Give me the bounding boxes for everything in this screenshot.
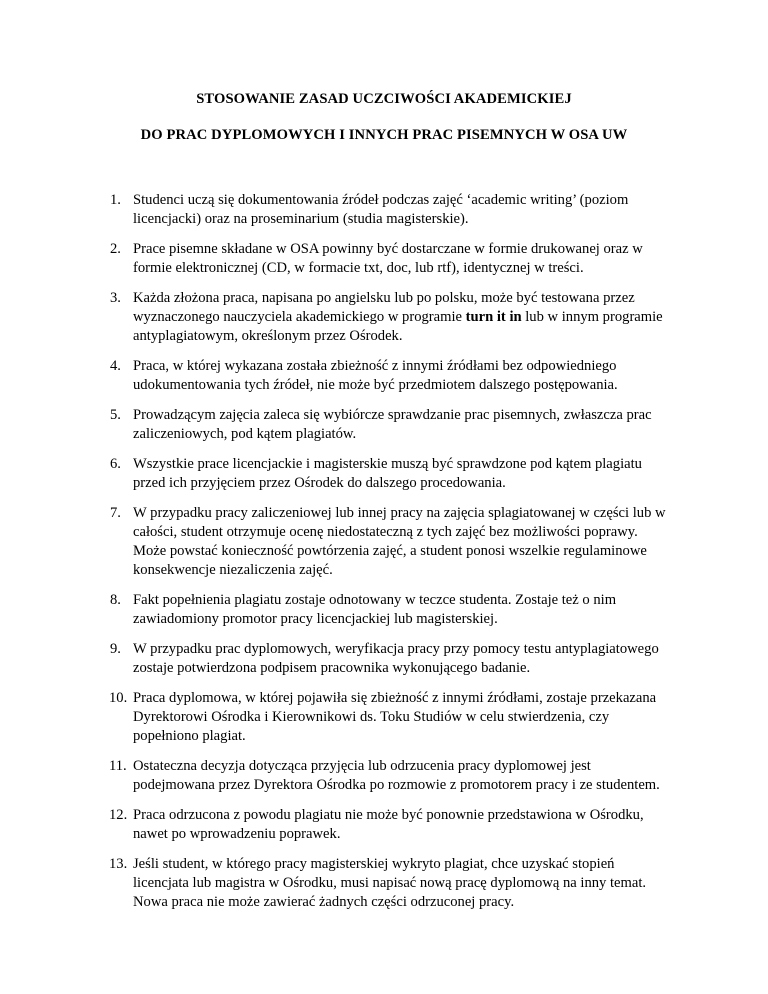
- list-item-text: Praca odrzucona z powodu plagiatu nie może być ponownie przedstawiona w Ośrodku, nawet po wprowadzeniu poprawek.: [133, 807, 644, 842]
- list-item-text: Wszystkie prace licencjackie i magisterskie muszą być sprawdzone pod kątem plagiatu przed ich przyjęciem przez Ośrodek do dalszego procedowania.: [133, 456, 642, 491]
- list-item-text: Studenci uczą się dokumentowania źródeł podczas zajęć ‘academic writing’ (poziom licencjacki) oraz na proseminarium (studia magisterskie).: [133, 192, 629, 227]
- list-item: [110, 591, 670, 629]
- list-item: [110, 504, 670, 580]
- list-item-text: W przypadku prac dyplomowych, weryfikacja pracy przy pomocy testu antyplagiatowego zostaje potwierdzona podpisem pracownika wykonującego badanie.: [133, 641, 659, 676]
- list-item-number: 13.: [109, 856, 128, 872]
- list-item-number: 10.: [109, 690, 128, 706]
- list-item-text: Praca, w której wykazana została zbieżność z innymi źródłami bez odpowiedniego udokumentowania tych źródeł, nie może być przedmiotem dalszego postępowania.: [133, 358, 618, 393]
- list-item-text: Jeśli student, w którego pracy magisterskiej wykryto plagiat, chce uzyskać stopień licencjata lub magistra w Ośrodku, musi napisać nową pracę dyplomową na inny temat. Nowa praca nie może zawierać żadnych części odrzuconej pracy.: [133, 856, 647, 910]
- list-item-text: Prace pisemne składane w OSA powinny być dostarczane w formie drukowanej oraz w formie elektronicznej (CD, w formacie txt, doc, lub rtf), identycznej w treści.: [133, 241, 643, 276]
- list-item-number: 5.: [110, 407, 121, 423]
- list-item-text: Fakt popełnienia plagiatu zostaje odnotowany w teczce studenta. Zostaje też o nim zawiadomiony promotor pracy licencjackiej lub magisterskiej.: [133, 592, 617, 627]
- list-item: [110, 455, 670, 493]
- list-item: [110, 757, 670, 795]
- list-item: [110, 855, 670, 912]
- list-item-number: 6.: [110, 456, 121, 472]
- list-item-text: [133, 290, 663, 344]
- list-item-number: 4.: [110, 358, 121, 374]
- list-item-text: W przypadku pracy zaliczeniowej lub innej pracy na zajęcia splagiatowanej w części lub w całości, student otrzymuje ocenę niedostateczną z tych zajęć bez możliwości poprawy. Może powstać konieczność powtórzenia zajęć, a student ponosi wszelkie regulaminowe konsekwencje niezaliczenia zajęć.: [133, 505, 666, 578]
- list-item-number: 9.: [110, 641, 121, 657]
- document-title-line-2: DO PRAC DYPLOMOWYCH I INNYCH PRAC PISEMNYCH W OSA UW: [140, 127, 628, 143]
- list-item-number: 2.: [110, 241, 121, 257]
- list-item-text-before: Każda złożona praca, napisana po angielsku lub po polsku, może być testowana przez wyznaczonego nauczyciela akademickiego w programie: [133, 290, 635, 325]
- list-item: [110, 357, 670, 395]
- list-item: [110, 191, 670, 229]
- list-item-number: 8.: [110, 592, 121, 608]
- list-item: [110, 689, 670, 746]
- list-item-text-after: lub w innym programie antyplagiatowym, określonym przez Ośrodek.: [133, 309, 663, 344]
- list-item: [110, 406, 670, 444]
- list-item-text: Prowadzącym zajęcia zaleca się wybiórcze sprawdzanie prac pisemnych, zwłaszcza prac zaliczeniowych, pod kątem plagiatów.: [133, 407, 652, 442]
- list-item-text: Ostateczna decyzja dotycząca przyjęcia lub odrzucenia pracy dyplomowej jest podejmowana przez Dyrektora Ośrodka po rozmowie z promotorem pracy i ze studentem.: [133, 758, 660, 793]
- list-item-number: 7.: [110, 505, 121, 521]
- list-item: [110, 640, 670, 678]
- rules-list: [110, 191, 670, 923]
- document-title-line-1: STOSOWANIE ZASAD UCZCIWOŚCI AKADEMICKIEJ: [196, 91, 572, 107]
- list-item-number: 11.: [109, 758, 127, 774]
- program-name: turn it in: [465, 309, 522, 325]
- list-item-number: 3.: [110, 290, 121, 306]
- list-item: [110, 806, 670, 844]
- list-item-number: 12.: [109, 807, 128, 823]
- list-item: [110, 289, 670, 346]
- list-item-number: 1.: [110, 192, 121, 208]
- list-item: [110, 240, 670, 278]
- list-item-text: Praca dyplomowa, w której pojawiła się zbieżność z innymi źródłami, zostaje przekazana Dyrektorowi Ośrodka i Kierownikowi ds. Toku Studiów w celu stwierdzenia, czy popełniono plagiat.: [133, 690, 657, 744]
